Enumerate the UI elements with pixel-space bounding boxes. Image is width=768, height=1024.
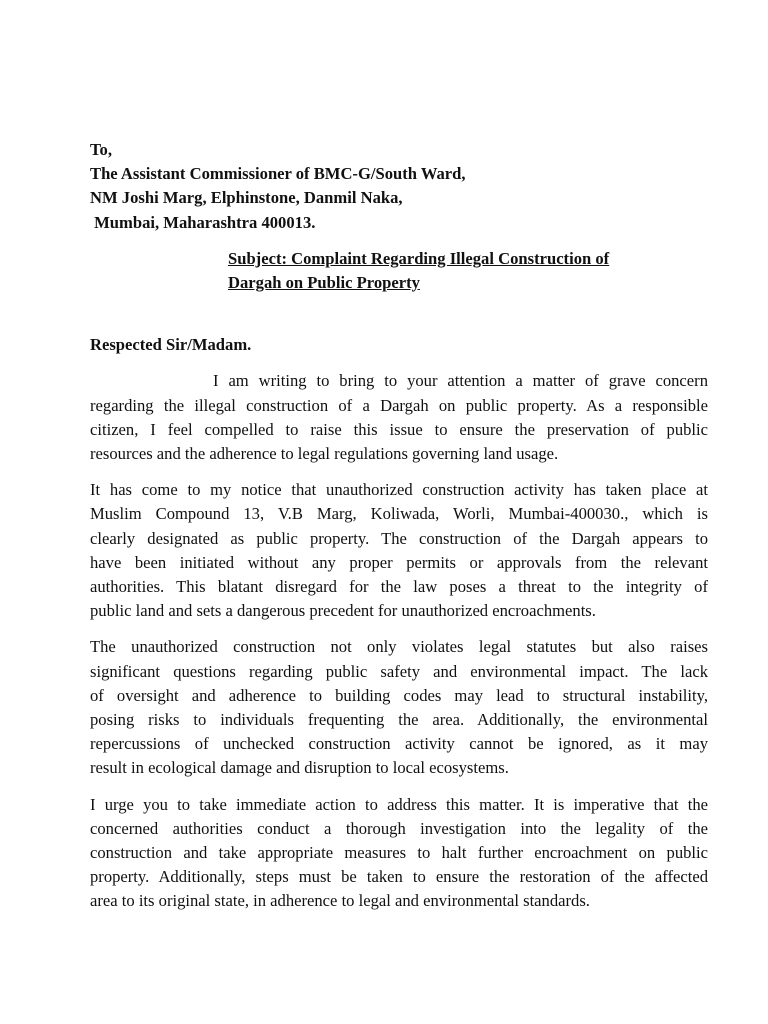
- address-line: Mumbai, Maharashtra 400013.: [90, 212, 316, 232]
- paragraph-line: repercussions of unchecked construction activity cannot be ignored, as it may: [90, 734, 708, 754]
- paragraph-line: construction and take appropriate measures to halt further encroachment on public: [90, 843, 708, 863]
- paragraph-line: of oversight and adherence to building codes may lead to structural instability,: [90, 685, 708, 705]
- paragraph-line: posing risks to individuals frequenting the area. Additionally, the environmental: [90, 710, 708, 730]
- paragraph-line: result in ecological damage and disruption to local ecosystems.: [90, 758, 509, 778]
- paragraph-line: area to its original state, in adherence to legal and environmental standards.: [90, 891, 590, 911]
- paragraph-line: clearly designated as public property. The construction of the Dargah appears to: [90, 528, 708, 548]
- body-paragraph: [90, 635, 708, 780]
- recipient-address: [90, 162, 708, 235]
- paragraph-line: property. Additionally, steps must be taken to ensure the restoration of the affected: [90, 867, 708, 887]
- subject-text: Subject: Complaint Regarding Illegal Construction of: [228, 248, 610, 268]
- letter-body: [90, 369, 708, 913]
- paragraph-line: authorities. This blatant disregard for the law poses a threat to the integrity of: [90, 577, 708, 597]
- body-paragraph: [90, 793, 708, 914]
- to-label: To,: [90, 140, 112, 159]
- body-paragraph: [90, 478, 708, 623]
- subject-line: [228, 247, 708, 295]
- paragraph-line: have been initiated without any proper permits or approvals from the relevant: [90, 552, 708, 572]
- paragraph-line: It has come to my notice that unauthorized construction activity has taken place at: [90, 480, 708, 500]
- paragraph-line: I urge you to take immediate action to address this matter. It is imperative that the: [90, 794, 708, 814]
- body-paragraph: [90, 369, 708, 466]
- paragraph-line: public land and sets a dangerous precedent for unauthorized encroachments.: [90, 601, 596, 621]
- subject-text: Dargah on Public Property: [228, 273, 420, 293]
- paragraph-line: I am writing to bring to your attention a matter of grave concern: [213, 371, 708, 391]
- paragraph-line: significant questions regarding public safety and environmental impact. The lack: [90, 661, 708, 681]
- paragraph-line: regarding the illegal construction of a Dargah on public property. As a responsible: [90, 395, 708, 415]
- paragraph-line: The unauthorized construction not only violates legal statutes but also raises: [90, 637, 708, 657]
- paragraph-line: concerned authorities conduct a thorough investigation into the legality of the: [90, 818, 708, 838]
- greeting: Respected Sir/Madam.: [90, 335, 252, 355]
- paragraph-line: resources and the adherence to legal regulations governing land usage.: [90, 444, 559, 464]
- address-line: The Assistant Commissioner of BMC-G/South Ward,: [90, 164, 466, 184]
- paragraph-line: citizen, I feel compelled to raise this issue to ensure the preservation of public: [90, 419, 708, 439]
- letter-page: [90, 138, 708, 914]
- address-line: NM Joshi Marg, Elphinstone, Danmil Naka,: [90, 188, 403, 208]
- paragraph-line: Muslim Compound 13, V.B Marg, Koliwada, Worli, Mumbai-400030., which is: [90, 504, 708, 524]
